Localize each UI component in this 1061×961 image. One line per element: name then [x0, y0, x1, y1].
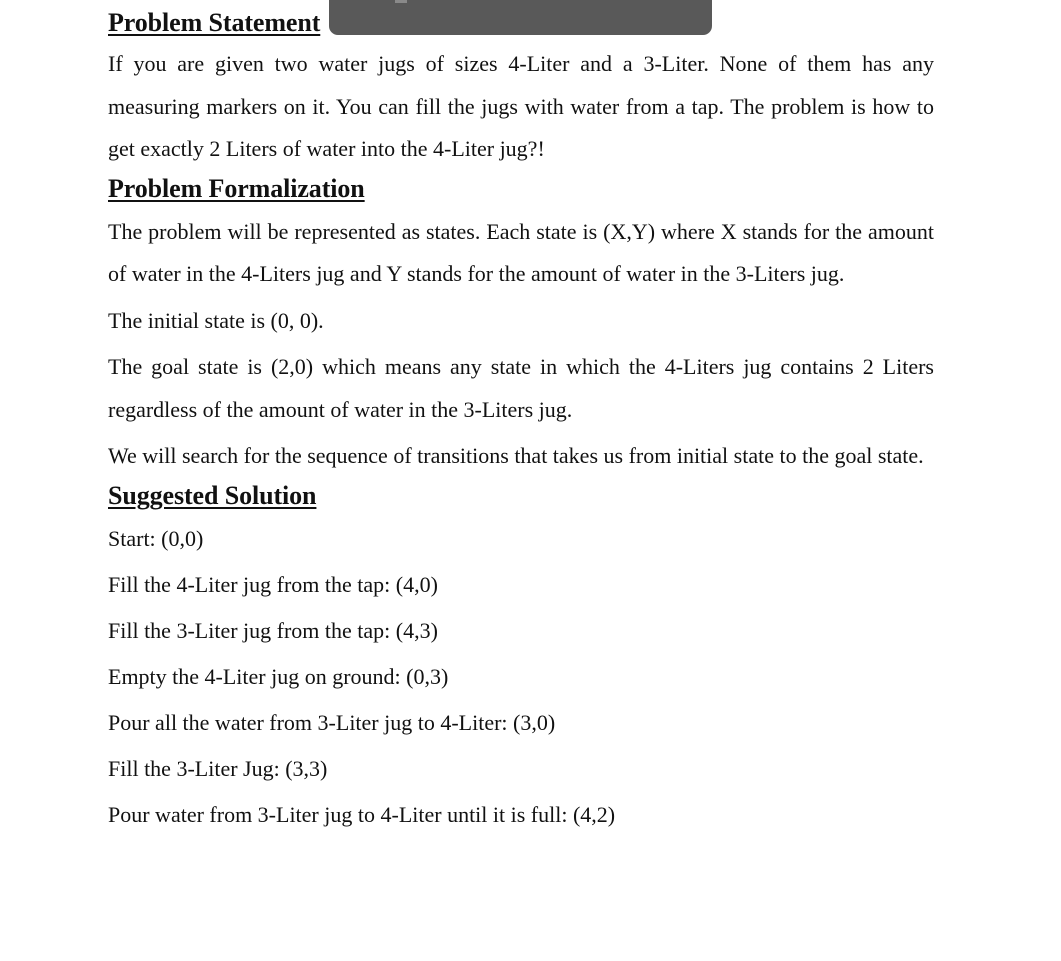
floating-toolbar-overlay[interactable] [329, 0, 712, 35]
solution-step: Pour water from 3-Liter jug to 4-Liter until it is full: (4,2) [108, 801, 616, 827]
problem-formalization-heading: Problem Formalization [108, 173, 365, 203]
formalization-paragraph: The problem will be represented as states. Each state is (X,Y) where X stands for the amount of water in the 4-Liters jug and Y stands for the amount of water in the 3-Liters jug. [108, 218, 934, 286]
solution-step: Start: (0,0) [108, 525, 204, 551]
document-body [108, 0, 934, 838]
problem-statement-heading: Problem Statement [108, 8, 321, 37]
formalization-paragraph: The goal state is (2,0) which means any state in which the 4-Liters jug contains 2 Liters regardless of the amount of water in the 3-Liters jug. [108, 354, 934, 422]
solution-step: Empty the 4-Liter jug on ground: (0,3) [108, 663, 449, 689]
solution-step: Fill the 3-Liter jug from the tap: (4,3) [108, 617, 438, 643]
formalization-paragraph: We will search for the sequence of transitions that takes us from initial state to the goal state. [108, 443, 924, 468]
solution-step: Fill the 4-Liter jug from the tap: (4,0) [108, 571, 438, 597]
solution-steps-list [108, 516, 934, 838]
problem-statement-text: If you are given two water jugs of sizes 4-Liter and a 3-Liter. None of them has any measuring markers on it. You can fill the jugs with water from a tap. The problem is how to get exactly 2 Liters of water into the 4-Liter jug?! [108, 51, 934, 161]
toolbar-handle-icon [395, 0, 407, 3]
formalization-paragraph: The initial state is (0, 0). [108, 307, 324, 333]
solution-step: Pour all the water from 3-Liter jug to 4-Liter: (3,0) [108, 709, 556, 735]
suggested-solution-heading: Suggested Solution [108, 480, 317, 510]
solution-step: Fill the 3-Liter Jug: (3,3) [108, 755, 328, 781]
